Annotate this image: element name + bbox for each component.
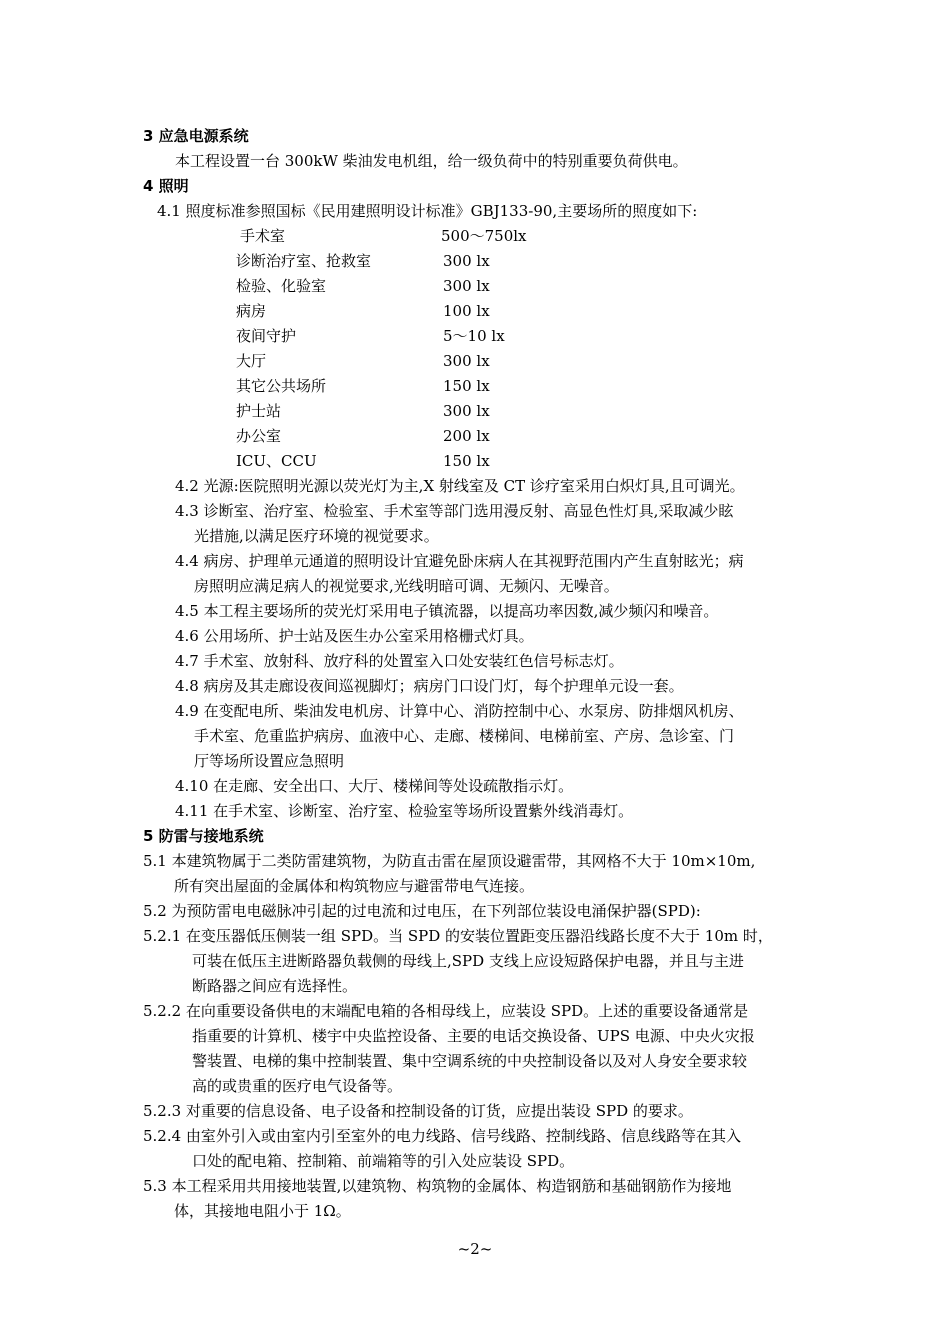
room-name: ICU、CCU — [236, 452, 317, 470]
paragraph-4-4-cont: 房照明应满足病人的视觉要求,光线明暗可调、无频闪、无噪音。 — [194, 577, 619, 595]
paragraph-4-7: 4.7 手术室、放射科、放疗科的处置室入口处安装红色信号标志灯。 — [175, 652, 624, 670]
paragraph-4-1: 4.1 照度标准参照国标《民用建照明设计标准》GBJ133-90,主要场所的照度如下: — [157, 202, 698, 220]
illuminance-value: 200 lx — [443, 427, 490, 445]
paragraph-4-10: 4.10 在走廊、安全出口、大厅、楼梯间等处设疏散指示灯。 — [175, 777, 574, 795]
paragraph-5-2-4-cont: 口处的配电箱、控制箱、前端箱等的引入处应装设 SPD。 — [192, 1152, 575, 1170]
paragraph-4-4: 4.4 病房、护理单元通道的照明设计宜避免卧床病人在其视野范围内产生直射眩光；病 — [175, 552, 744, 570]
table-row — [0, 299, 950, 324]
paragraph-5-2-2-cont3: 高的或贵重的医疗电气设备等。 — [192, 1077, 403, 1095]
table-row — [0, 449, 950, 474]
paragraph-4-6: 4.6 公用场所、护士站及医生办公室采用格栅式灯具。 — [175, 627, 534, 645]
room-name: 大厅 — [236, 352, 267, 370]
paragraph-5-2-1-cont2: 断路器之间应有选择性。 — [192, 977, 358, 995]
table-row — [0, 424, 950, 449]
paragraph-5-2-2: 5.2.2 在向重要设备供电的末端配电箱的各相母线上，应装设 SPD。上述的重要设备通常是 — [143, 1002, 749, 1020]
paragraph-4-9-cont2: 厅等场所设置应急照明 — [194, 752, 345, 770]
paragraph-4-9: 4.9 在变配电所、柴油发电机房、计算中心、消防控制中心、水泵房、防排烟风机房、 — [175, 702, 744, 720]
paragraph-4-8: 4.8 病房及其走廊设夜间巡视脚灯；病房门口设门灯，每个护理单元设一套。 — [175, 677, 684, 695]
illuminance-value: 300 lx — [443, 277, 490, 295]
heading-lightning-grounding: 5 防雷与接地系统 — [143, 827, 264, 845]
paragraph-5-1-cont: 所有突出屋面的金属体和构筑物应与避雷带电气连接。 — [174, 877, 535, 895]
paragraph-5-3: 5.3 本工程采用共用接地装置,以建筑物、构筑物的金属体、构造钢筋和基础钢筋作为接地 — [143, 1177, 732, 1195]
paragraph-3: 本工程设置一台 300kW 柴油发电机组，给一级负荷中的特别重要负荷供电。 — [175, 152, 688, 170]
paragraph-5-2-4: 5.2.4 由室外引入或由室内引至室外的电力线路、信号线路、控制线路、信息线路等在其入 — [143, 1127, 741, 1145]
paragraph-5-2-2-cont: 指重要的计算机、楼宇中央监控设备、主要的电话交换设备、UPS 电源、中央火灾报 — [192, 1027, 755, 1045]
room-name: 手术室 — [240, 227, 286, 245]
paragraph-4-5: 4.5 本工程主要场所的荧光灯采用电子镇流器，以提高功率因数,减少频闪和噪音。 — [175, 602, 719, 620]
paragraph-5-2-1: 5.2.1 在变压器低压侧装一组 SPD。当 SPD 的安装位置距变压器沿线路长度不大于 10m 时， — [143, 927, 773, 945]
room-name: 办公室 — [236, 427, 282, 445]
paragraph-5-1: 5.1 本建筑物属于二类防雷建筑物，为防直击雷在屋顶设避雷带，其网格不大于 10m×10m, — [143, 852, 756, 870]
illuminance-value: 150 lx — [443, 377, 490, 395]
table-row — [0, 324, 950, 349]
table-row — [0, 349, 950, 374]
room-name: 检验、化验室 — [236, 277, 327, 295]
page-number: ~2~ — [457, 1240, 493, 1258]
room-name: 病房 — [236, 302, 267, 320]
room-name: 夜间守护 — [236, 327, 297, 345]
paragraph-4-3: 4.3 诊断室、治疗室、检验室、手术室等部门选用漫反射、高显色性灯具,采取减少眩 — [175, 502, 734, 520]
room-name: 护士站 — [236, 402, 282, 420]
paragraph-5-2-2-cont2: 警装置、电梯的集中控制装置、集中空调系统的中央控制设备以及对人身安全要求较 — [192, 1052, 748, 1070]
room-name: 诊断治疗室、抢救室 — [236, 252, 372, 270]
table-row — [0, 224, 950, 249]
paragraph-5-2-3: 5.2.3 对重要的信息设备、电子设备和控制设备的订货，应提出装设 SPD 的要求。 — [143, 1102, 693, 1120]
paragraph-4-3-cont: 光措施,以满足医疗环境的视觉要求。 — [194, 527, 439, 545]
paragraph-4-9-cont: 手术室、危重监护病房、血液中心、走廊、楼梯间、电梯前室、产房、急诊室、门 — [194, 727, 735, 745]
heading-lighting: 4 照明 — [143, 177, 189, 195]
illuminance-value: 300 lx — [443, 352, 490, 370]
paragraph-4-2: 4.2 光源:医院照明光源以荧光灯为主,X 射线室及 CT 诊疗室采用白炽灯具,且可调光。 — [175, 477, 745, 495]
table-row — [0, 374, 950, 399]
illuminance-value: 5～10 lx — [443, 327, 505, 345]
illuminance-value: 500～750lx — [441, 227, 527, 245]
paragraph-5-3-cont: 体，其接地电阻小于 1Ω。 — [174, 1202, 351, 1220]
illuminance-value: 150 lx — [443, 452, 490, 470]
table-row — [0, 249, 950, 274]
illuminance-value: 300 lx — [443, 402, 490, 420]
table-row — [0, 399, 950, 424]
paragraph-5-2: 5.2 为预防雷电电磁脉冲引起的过电流和过电压，在下列部位装设电涌保护器(SPD): — [143, 902, 701, 920]
paragraph-4-11: 4.11 在手术室、诊断室、治疗室、检验室等场所设置紫外线消毒灯。 — [175, 802, 634, 820]
illuminance-value: 300 lx — [443, 252, 490, 270]
heading-emergency-power: 3 应急电源系统 — [143, 127, 249, 145]
illuminance-value: 100 lx — [443, 302, 490, 320]
paragraph-5-2-1-cont: 可装在低压主进断路器负载侧的母线上,SPD 支线上应设短路保护电器，并且与主进 — [192, 952, 744, 970]
room-name: 其它公共场所 — [236, 377, 327, 395]
table-row — [0, 274, 950, 299]
